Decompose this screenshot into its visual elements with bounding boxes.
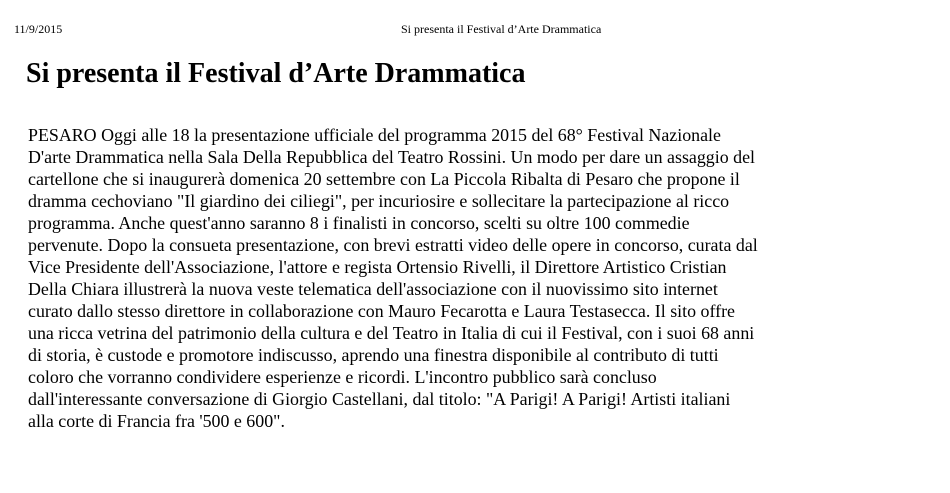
- article-body-line: Vice Presidente dell'Associazione, l'attore e regista Ortensio Rivelli, il Direttore Artistico Cristian: [28, 257, 727, 277]
- article-body-line: dramma cechoviano "Il giardino dei ciliegi", per incuriosire e sollecitare la partecipazione al ricco: [28, 191, 730, 211]
- article-body-line: di storia, è custode e promotore indiscusso, aprendo una finestra disponibile al contributo di tutti: [28, 345, 719, 365]
- article-body-line: programma. Anche quest'anno saranno 8 i finalisti in concorso, scelti su oltre 100 commedie: [28, 213, 690, 233]
- article-body-line: PESARO Oggi alle 18 la presentazione ufficiale del programma 2015 del 68° Festival Nazionale: [28, 125, 721, 145]
- article-title: Si presenta il Festival d’Arte Drammatica: [26, 58, 526, 89]
- article-body-line: cartellone che si inaugurerà domenica 20 settembre con La Piccola Ribalta di Pesaro che propone il: [28, 169, 740, 189]
- article-body-line: curato dallo stesso direttore in collaborazione con Mauro Fecarotta e Laura Testasecca. Il sito offre: [28, 301, 735, 321]
- header-date: 11/9/2015: [14, 22, 63, 36]
- article-body-line: D'arte Drammatica nella Sala Della Repubblica del Teatro Rossini. Un modo per dare un assaggio del: [28, 147, 755, 167]
- article-body-line: alla corte di Francia fra '500 e 600".: [28, 411, 285, 431]
- article-body-line: dall'interessante conversazione di Giorgio Castellani, dal titolo: "A Parigi! A Parigi! Artisti italiani: [28, 389, 731, 409]
- article-body-line: Della Chiara illustrerà la nuova veste telematica dell'associazione con il nuovissimo sito internet: [28, 279, 718, 299]
- article-body: [28, 124, 938, 432]
- header-title: Si presenta il Festival d’Arte Drammatica: [401, 22, 602, 36]
- article-body-line: coloro che vorranno condividere esperienze e ricordi. L'incontro pubblico sarà concluso: [28, 367, 657, 387]
- article-body-line: pervenute. Dopo la consueta presentazione, con brevi estratti video delle opere in concorso, curata dal: [28, 235, 758, 255]
- article-body-line: una ricca vetrina del patrimonio della cultura e del Teatro in Italia di cui il Festival, con i suoi 68 anni: [28, 323, 755, 343]
